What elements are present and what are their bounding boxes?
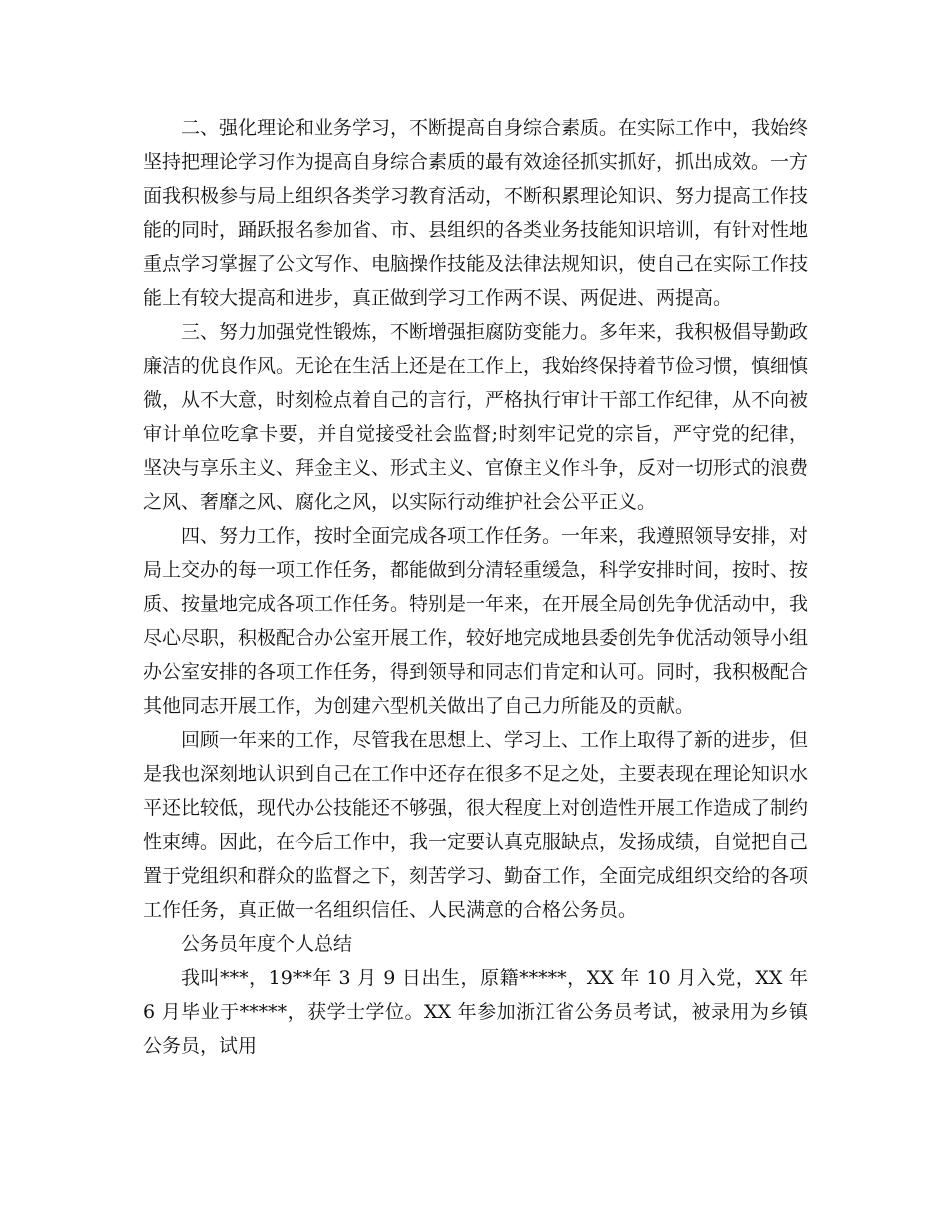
paragraph-integrity: 三、努力加强党性锻炼，不断增强拒腐防变能力。多年来，我积极倡导勤政廉洁的优良作风。无论在生活上还是在工作上，我始终保持着节俭习惯，慎细慎微，从不大意，时刻检点着自己的言行，严格执行审计干部工作纪律，从不向被审计单位吃拿卡要，并自觉接受社会监督;时刻牢记党的宗旨，严守党的纪律，坚决与享乐主义、拜金主义、形式主义、官僚主义作斗争，反对一切形式的浪费之风、奢靡之风、腐化之风，以实际行动维护社会公平正义。 bbox=[143, 321, 809, 513]
paragraph-review: 回顾一年来的工作，尽管我在思想上、学习上、工作上取得了新的进步，但是我也深刻地认识到自己在工作中还存在很多不足之处，主要表现在理论知识水平还比较低，现代办公技能还不够强，很大程度上对创造性开展工作造成了制约性束缚。因此，在今后工作中，我一定要认真克服缺点，发扬成绩，自觉把自己置于党组织和群众的监督之下，刻苦学习、勤奋工作，全面完成组织交给的各项工作任务，真正做一名组织信任、人民满意的合格公务员。 bbox=[143, 729, 809, 921]
paragraph-study: 二、强化理论和业务学习，不断提高自身综合素质。在实际工作中，我始终坚持把理论学习作为提高自身综合素质的最有效途径抓实抓好，抓出成效。一方面我积极参与局上组织各类学习教育活动，不断积累理论知识、努力提高工作技能的同时，踊跃报名参加省、市、县组织的各类业务技能知识培训，有针对性地重点学习掌握了公文写作、电脑操作技能及法律法规知识，使自己在实际工作技能上有较大提高和进步，真正做到学习工作两不误、两促进、两提高。 bbox=[143, 117, 809, 309]
section-title: 公务员年度个人总结 bbox=[181, 933, 353, 955]
document-body bbox=[143, 111, 808, 1063]
paragraph-personal-info: 我叫***，19**年 3 月 9 日出生，原籍*****，XX 年 10 月入党，XX 年 6 月毕业于*****，获学士学位。XX 年参加浙江省公务员考试，被录用为乡镇公务员，试用 bbox=[143, 967, 808, 1057]
paragraph-tasks: 四、努力工作，按时全面完成各项工作任务。一年来，我遵照领导安排，对局上交办的每一项工作任务，都能做到分清轻重缓急，科学安排时间，按时、按质、按量地完成各项工作任务。特别是一年来，在开展全局创先争优活动中，我尽心尽职，积极配合办公室开展工作，较好地完成地县委创先争优活动领导小组办公室安排的各项工作任务，得到领导和同志们肯定和认可。同时，我积极配合其他同志开展工作，为创建六型机关做出了自己力所能及的贡献。 bbox=[143, 525, 809, 717]
